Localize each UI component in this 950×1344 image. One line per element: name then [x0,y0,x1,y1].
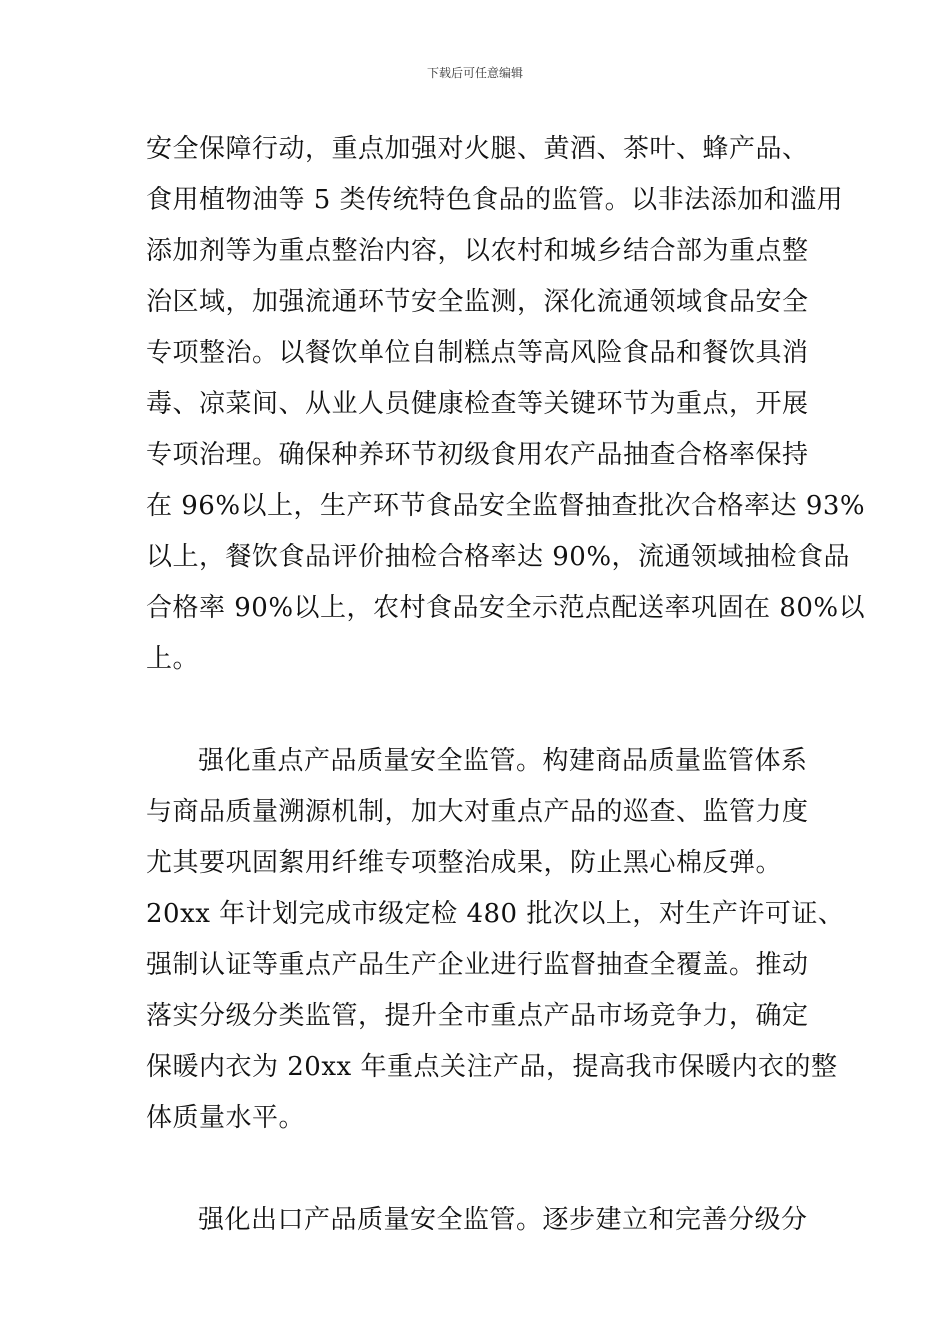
page-header: 下载后可任意编辑 [426,66,523,80]
text-line: 添加剂等为重点整治内容，以农村和城乡结合部为重点整 [146,236,809,266]
paragraph-export-quality [146,1195,816,1246]
text-line: 体质量水平。 [146,1103,306,1133]
text-line: 在 96%以上，生产环节食品安全监督抽查批次合格率达 93% [146,491,866,521]
text-line: 专项治理。确保种养环节初级食用农产品抽查合格率保持 [146,440,809,470]
text-line: 以上，餐饮食品评价抽检合格率达 90%，流通领域抽检食品 [146,542,851,572]
text-line: 治区域，加强流通环节安全监测，深化流通领域食品安全 [146,287,809,317]
paragraph-food-safety [146,124,866,685]
text-line: 专项整治。以餐饮单位自制糕点等高风险食品和餐饮具消 [146,338,809,368]
text-line: 强化出口产品质量安全监管。逐步建立和完善分级分 [198,1205,808,1235]
text-line: 食用植物油等 5 类传统特色食品的监管。以非法添加和滥用 [146,185,844,215]
text-line: 合格率 90%以上，农村食品安全示范点配送率巩固在 80%以 [146,593,866,623]
paragraph-gap [146,1144,816,1195]
text-line: 安全保障行动，重点加强对火腿、黄酒、茶叶、蜂产品、 [146,134,809,164]
text-line: 强化重点产品质量安全监管。构建商品质量监管体系 [198,746,808,776]
text-line: 保暖内衣为 20xx 年重点关注产品，提高我市保暖内衣的整 [146,1052,838,1082]
text-line: 落实分级分类监管，提升全市重点产品市场竞争力，确定 [146,1001,809,1031]
text-line: 强制认证等重点产品生产企业进行监督抽查全覆盖。推动 [146,950,809,980]
document-body [146,124,866,1246]
text-line: 尤其要巩固絮用纤维专项整治成果，防止黑心棉反弹。 [146,848,783,878]
text-line: 与商品质量溯源机制，加大对重点产品的巡查、监管力度 [146,797,809,827]
text-line: 20xx 年计划完成市级定检 480 批次以上，对生产许可证、 [146,899,845,929]
paragraph-product-quality [146,736,845,1144]
text-line: 上。 [146,644,200,674]
text-line: 毒、凉菜间、从业人员健康检查等关键环节为重点，开展 [146,389,809,419]
paragraph-gap [146,685,816,736]
